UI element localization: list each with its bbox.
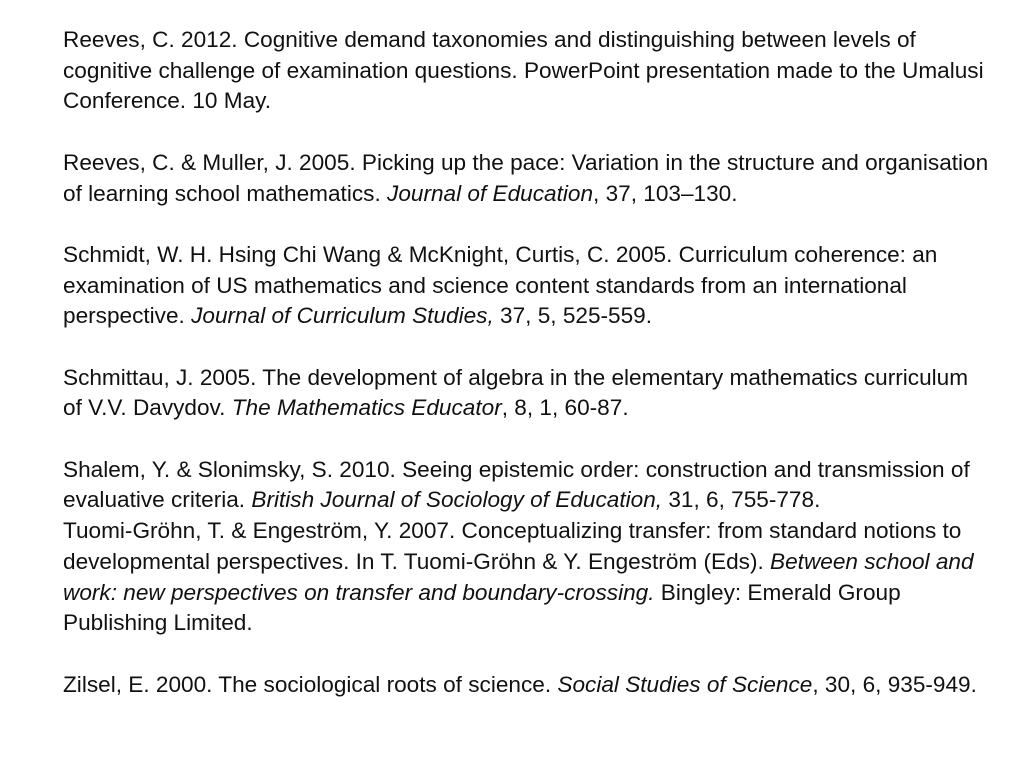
reference-text: Tuomi-Gröhn, T. & Engeström, Y. 2007. Conceptualizing transfer: from standard notions to developmental perspectives. In T. Tuomi-Gröhn & Y. Engeström (Eds). [63, 518, 962, 574]
reference-source-title: Journal of Curriculum Studies, [191, 303, 494, 329]
reference-details: , 37, 103–130. [593, 180, 738, 206]
reference-item [63, 148, 993, 209]
reference-source-title: The Mathematics Educator [231, 395, 502, 421]
reference-details: , 8, 1, 60-87. [501, 395, 629, 421]
reference-item [63, 240, 993, 332]
reference-item [63, 25, 993, 117]
reference-details: 37, 5, 525-559. [493, 303, 653, 329]
reference-details: , 30, 6, 935-949. [812, 671, 977, 697]
reference-text: Shalem, Y. & Slonimsky, S. 2010. Seeing epistemic order: construction and transmission of evaluative criteria. [63, 456, 970, 513]
reference-item [63, 670, 993, 701]
reference-source-title: Journal of Education [387, 180, 594, 206]
reference-item [63, 363, 993, 424]
reference-details: 31, 6, 755-778. [662, 487, 821, 513]
reference-text: Reeves, C. & Muller, J. 2005. Picking up the pace: Variation in the structure and organisation of learning school mathematics. [63, 149, 989, 206]
reference-text: Schmidt, W. H. Hsing Chi Wang & McKnight, Curtis, C. 2005. Curriculum coherence: an examination of US mathematics and science content standards from an international perspective. [63, 241, 938, 329]
reference-list [63, 25, 993, 700]
reference-details: Bingley: Emerald Group Publishing Limited. [63, 579, 901, 636]
reference-source-title: Social Studies of Science [557, 671, 813, 697]
reference-item [63, 455, 993, 516]
reference-text: Reeves, C. 2012. Cognitive demand taxonomies and distinguishing between levels of cognitive challenge of examination questions. PowerPoint presentation made to the Umalusi Conference. 10 May. [63, 27, 984, 114]
reference-text: Schmittau, J. 2005. The development of algebra in the elementary mathematics curriculum of V.V. Davydov. [63, 364, 969, 421]
reference-source-title: British Journal of Sociology of Education, [251, 487, 663, 513]
reference-text: Zilsel, E. 2000. The sociological roots of science. [63, 671, 558, 697]
reference-source-title: Between school and work: new perspectives on transfer and boundary-crossing. [63, 548, 974, 605]
reference-item [63, 516, 993, 639]
